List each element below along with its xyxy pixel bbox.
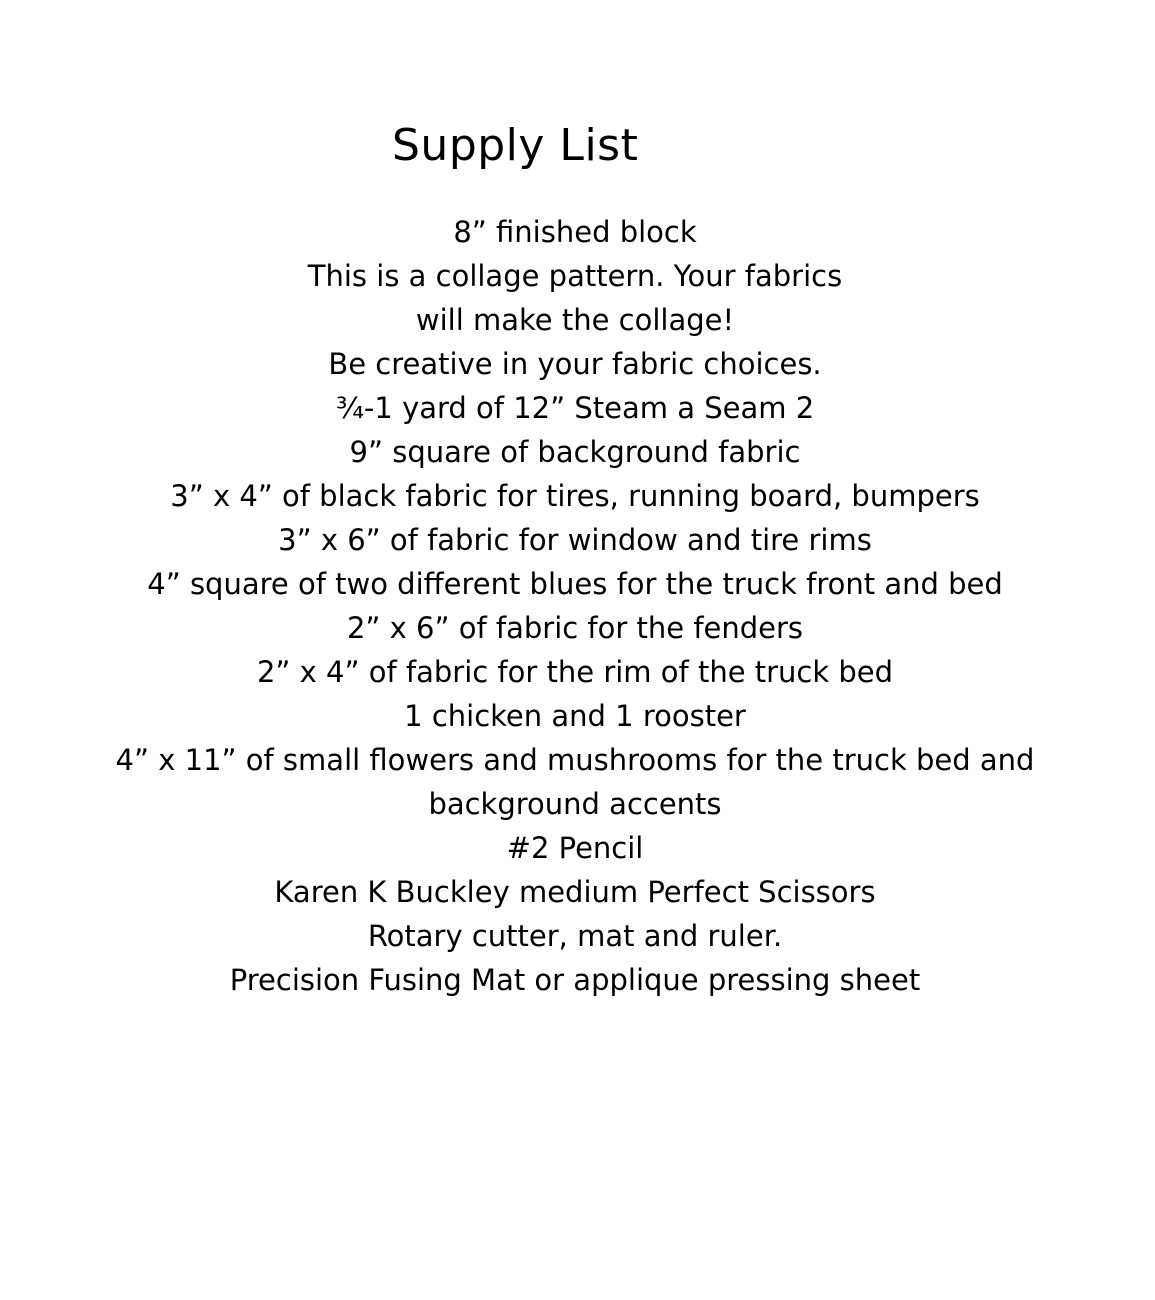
- list-item: 4” x 11” of small flowers and mushrooms for the truck bed and background accents: [115, 743, 1035, 821]
- list-item: 2” x 6” of fabric for the fenders: [346, 611, 804, 645]
- list-item: 3” x 6” of fabric for window and tire rims: [278, 523, 872, 557]
- list-item: Karen K Buckley medium Perfect Scissors: [274, 875, 876, 909]
- supply-list: [110, 210, 1040, 1002]
- list-item: Be creative in your fabric choices.: [328, 347, 822, 381]
- page-title: Supply List: [392, 120, 639, 171]
- list-item: 1 chicken and 1 rooster: [404, 699, 746, 733]
- list-item: 4” square of two different blues for the truck front and bed: [147, 567, 1003, 601]
- list-item: Rotary cutter, mat and ruler.: [367, 919, 783, 953]
- list-item: 9” square of background fabric: [349, 435, 801, 469]
- list-item: 8” finished block: [453, 215, 697, 249]
- list-item: This is a collage pattern. Your fabrics: [307, 259, 843, 293]
- list-item: 3” x 4” of black fabric for tires, running board, bumpers: [170, 479, 980, 513]
- list-item: Precision Fusing Mat or applique pressing sheet: [229, 963, 921, 997]
- list-item: will make the collage!: [415, 303, 735, 337]
- list-item: 2” x 4” of fabric for the rim of the truck bed: [256, 655, 894, 689]
- list-item: ¾-1 yard of 12” Steam a Seam 2: [335, 391, 815, 425]
- list-item: #2 Pencil: [506, 831, 644, 865]
